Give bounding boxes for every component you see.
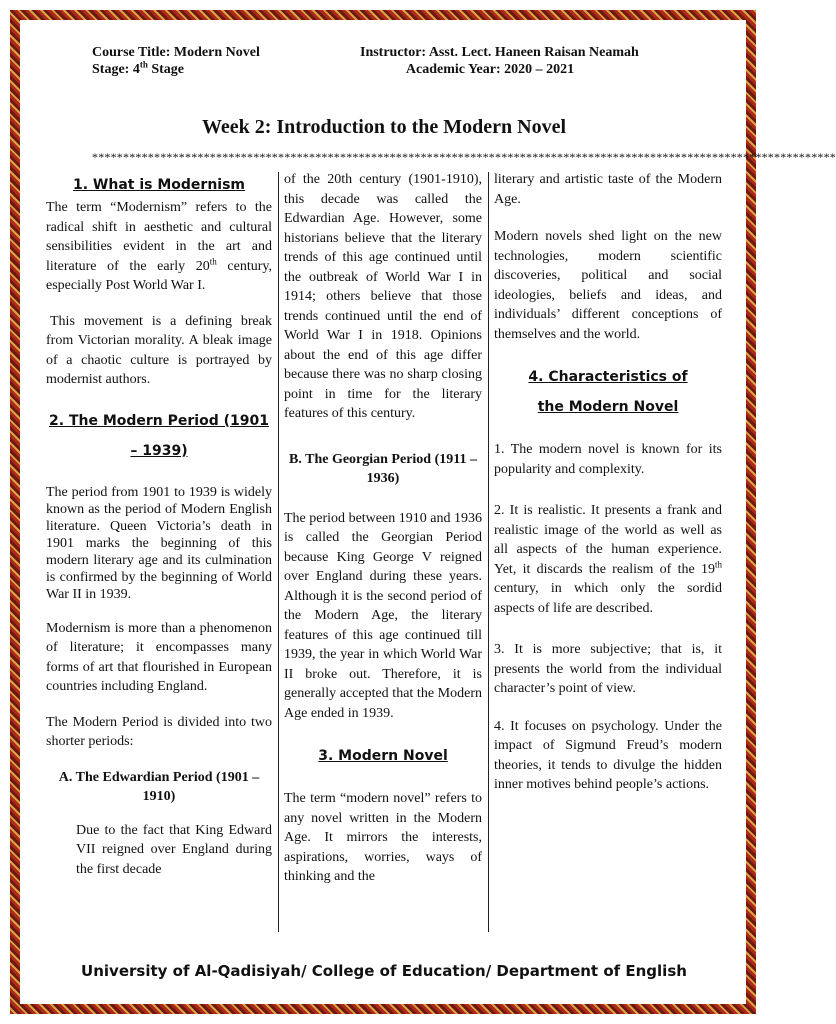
- instructor-info: [360, 44, 680, 78]
- star-separator: ************************************************************************************************************************: [92, 150, 836, 164]
- section-heading-modern-period: 2. The Modern Period (1901 – 1939): [49, 412, 269, 459]
- academic-year: Academic Year: 2020 – 2021: [405, 62, 575, 77]
- paragraph: 3. It is more subjective; that is, it presents the world from the individual character’s point of view.: [494, 642, 722, 696]
- paragraph: This movement is a defining break from Victorian morality. A bleak image of a chaotic culture is portrayed by modernist authors.: [46, 313, 272, 387]
- paragraph: The Modern Period is divided into two shorter periods:: [46, 714, 272, 749]
- instructor: Instructor: Asst. Lect. Haneen Raisan Neamah: [360, 45, 639, 60]
- paragraph: The term “modern novel” refers to any novel written in the Modern Age. It mirrors the interests, aspirations, worries, ways of thinking and the: [284, 791, 482, 884]
- footer: University of Al-Qadisiyah/ College of Education/ Department of English: [81, 962, 687, 980]
- column-2: [284, 170, 482, 903]
- paragraph: The term “Modernism” refers to the radical shift in aesthetic and cultural sensibilities evident in the art and literature of the early 20th century, especially Post World War I.: [46, 200, 272, 293]
- column-divider: [488, 172, 489, 932]
- section-heading-characteristics: 4. Characteristics of the Modern Novel: [528, 369, 688, 415]
- subheading-edwardian: A. The Edwardian Period (1901 – 1910): [58, 769, 260, 804]
- paragraph: Modernism is more than a phenomenon of literature; it encompasses many forms of art that flourished in European countries including England.: [46, 620, 272, 694]
- paragraph: 4. It focuses on psychology. Under the impact of Sigmund Freud’s modern theories, it tends to divulge the hidden inner motives behind people’s actions.: [494, 718, 722, 792]
- paragraph: The period between 1910 and 1936 is called the Georgian Period because King George V reigned over England during these years. Although it is the second period of the Modern Age, the literary features of this age continued till 1939, the year in which World War II broke out. Therefore, it is generally accepted that the Modern Age ended in 1939.: [284, 510, 482, 721]
- page-title: Week 2: Introduction to the Modern Novel: [201, 116, 567, 138]
- column-divider: [278, 172, 279, 932]
- column-3: [494, 170, 722, 811]
- column-1: [46, 170, 272, 895]
- paragraph: 1. The modern novel is known for its popularity and complexity.: [494, 442, 722, 477]
- paragraph: literary and artistic taste of the Modern Age.: [494, 172, 722, 207]
- section-heading-modernism: 1. What is Modernism: [72, 177, 246, 193]
- paragraph: Due to the fact that King Edward VII reigned over England during the first decade: [76, 822, 272, 877]
- stage: Stage: 4th Stage: [92, 59, 185, 77]
- paragraph: of the 20th century (1901-1910), this decade was called the Edwardian Age. However, some historians believe that the literary trends of this age continued until the outbreak of World War I in 1914; others believe that those trends continued until the end of World War I in 1918. Opinions about the end of this age differ because there was no sharp closing point in time for the literary features of this century.: [284, 172, 482, 421]
- course-info: [92, 44, 260, 78]
- paragraph: 2. It is realistic. It presents a frank and realistic image of the world as well as all aspects of the human experience. Yet, it discards the realism of the 19th century, in which only the sordid aspects of life are described.: [494, 503, 722, 616]
- paragraph: The period from 1901 to 1939 is widely known as the period of Modern English literature. Queen Victoria’s death in 1901 marks the beginning of this modern literary age and its culmination is confirmed by the beginning of World War II in 1939.: [46, 484, 272, 602]
- course-title: Course Title: Modern Novel: [92, 45, 260, 60]
- section-heading-modern-novel: 3. Modern Novel: [318, 748, 448, 764]
- paragraph: Modern novels shed light on the new technologies, modern scientific discoveries, political and social ideologies, beliefs and ideas, and individuals’ different conceptions of themselves and the world.: [494, 229, 722, 342]
- subheading-georgian: B. The Georgian Period (1911 – 1936): [289, 451, 477, 486]
